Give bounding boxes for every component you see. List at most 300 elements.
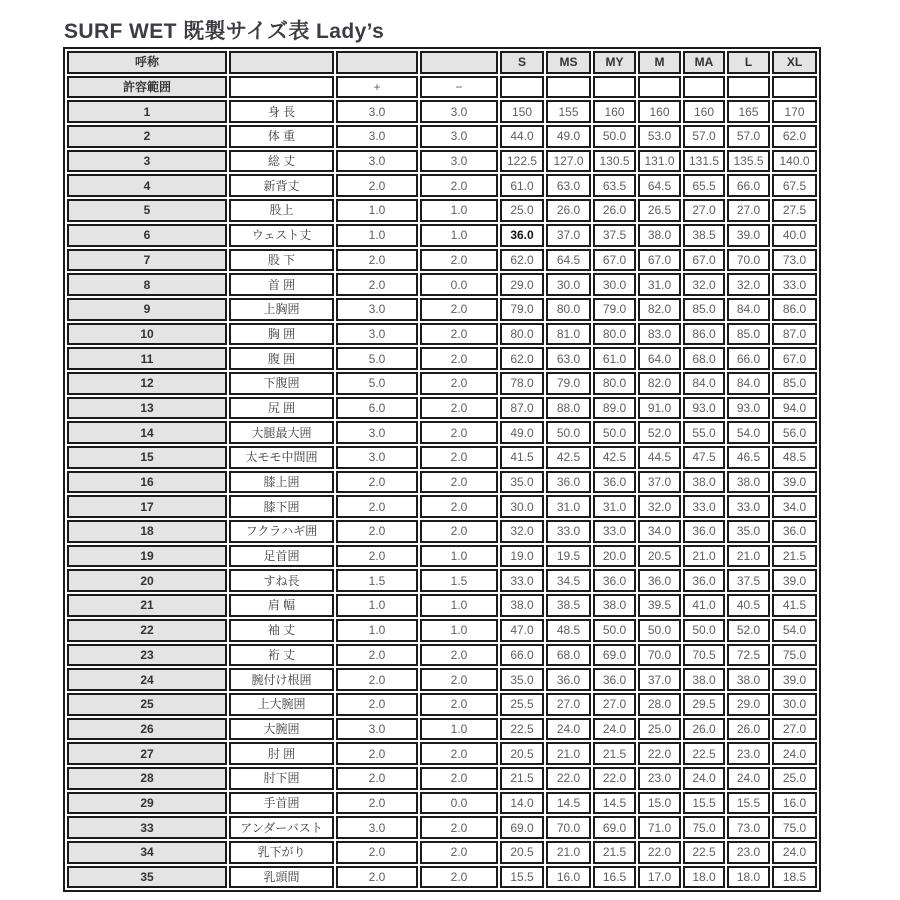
- minus-tolerance-cell: 2.0: [420, 520, 498, 543]
- size-value-cell: 15.0: [638, 792, 681, 815]
- minus-tolerance-cell: 1.0: [420, 199, 498, 222]
- size-value-cell: 35.0: [727, 520, 770, 543]
- row-number-cell: 25: [67, 693, 227, 716]
- minus-tolerance-cell: 2.0: [420, 742, 498, 765]
- measurement-name-cell: ウェスト丈: [229, 224, 334, 247]
- table-row: [67, 249, 817, 272]
- size-value-cell: 31.0: [546, 495, 591, 518]
- measurement-name-cell: 下腹囲: [229, 372, 334, 395]
- size-value-cell: 23.0: [727, 841, 770, 864]
- size-value-cell: 22.0: [638, 841, 681, 864]
- size-value-cell: 39.0: [772, 471, 817, 494]
- size-value-cell: 20.0: [593, 545, 636, 568]
- minus-tolerance-cell: 0.0: [420, 792, 498, 815]
- measurement-name-cell: 股 下: [229, 249, 334, 272]
- plus-tolerance-cell: 3.0: [336, 150, 418, 173]
- row-number-cell: 23: [67, 644, 227, 667]
- row-number-cell: 18: [67, 520, 227, 543]
- size-value-cell: 32.0: [683, 273, 725, 296]
- measurement-name-cell: 胸 囲: [229, 323, 334, 346]
- size-value-cell: 27.0: [546, 693, 591, 716]
- size-value-cell: 18.0: [683, 866, 725, 889]
- measurement-name-cell: 腹 囲: [229, 347, 334, 370]
- size-value-cell: 140.0: [772, 150, 817, 173]
- size-value-cell: 22.5: [683, 841, 725, 864]
- size-value-cell: 44.5: [638, 446, 681, 469]
- size-value-cell: 21.5: [593, 742, 636, 765]
- plus-tolerance-cell: 2.0: [336, 767, 418, 790]
- size-value-cell: 24.0: [727, 767, 770, 790]
- measurement-name-cell: 裄 丈: [229, 644, 334, 667]
- size-value-cell: 63.0: [546, 174, 591, 197]
- size-value-cell: 31.0: [638, 273, 681, 296]
- minus-tolerance-cell: 2.0: [420, 767, 498, 790]
- size-value-cell: 70.5: [683, 644, 725, 667]
- size-value-cell: 62.0: [500, 347, 544, 370]
- size-value-cell: 36.0: [593, 668, 636, 691]
- table-row: [67, 767, 817, 790]
- size-value-cell: 135.5: [727, 150, 770, 173]
- tolerance-row: [67, 76, 817, 99]
- size-value-cell: 27.0: [727, 199, 770, 222]
- size-value-cell: 70.0: [727, 249, 770, 272]
- size-value-cell: 15.5: [500, 866, 544, 889]
- size-value-cell: 16.5: [593, 866, 636, 889]
- size-value-cell: 38.0: [683, 668, 725, 691]
- size-value-cell: 35.0: [500, 471, 544, 494]
- size-column-header: S: [500, 51, 544, 74]
- plus-tolerance-cell: 2.0: [336, 792, 418, 815]
- row-number-cell: 10: [67, 323, 227, 346]
- size-column-header: XL: [772, 51, 817, 74]
- page-title: SURF WET 既製サイズ表 Lady’s: [64, 20, 385, 44]
- size-value-cell: 75.0: [683, 816, 725, 839]
- header-blank-cell: [420, 51, 498, 74]
- row-number-cell: 2: [67, 125, 227, 148]
- size-value-cell: 36.0: [683, 520, 725, 543]
- size-value-cell: 67.0: [593, 249, 636, 272]
- measurement-name-cell: 乳頭間: [229, 866, 334, 889]
- size-value-cell: 24.0: [546, 718, 591, 741]
- size-value-cell: 24.0: [593, 718, 636, 741]
- size-value-cell: 22.0: [638, 742, 681, 765]
- size-value-cell: 14.0: [500, 792, 544, 815]
- measurement-name-cell: 首 囲: [229, 273, 334, 296]
- plus-tolerance-cell: 2.0: [336, 174, 418, 197]
- size-value-cell: 22.5: [683, 742, 725, 765]
- row-number-cell: 35: [67, 866, 227, 889]
- size-value-cell: 34.0: [772, 495, 817, 518]
- size-value-cell: 85.0: [772, 372, 817, 395]
- size-value-cell: 75.0: [772, 644, 817, 667]
- size-value-cell: 20.5: [500, 742, 544, 765]
- row-number-cell: 6: [67, 224, 227, 247]
- size-value-cell: 80.0: [500, 323, 544, 346]
- size-value-cell: 29.0: [500, 273, 544, 296]
- size-value-cell: 37.5: [593, 224, 636, 247]
- size-value-cell: 54.0: [772, 619, 817, 642]
- size-value-cell: 66.0: [727, 347, 770, 370]
- measurement-name-cell: 肘 囲: [229, 742, 334, 765]
- plus-tolerance-cell: 1.0: [336, 619, 418, 642]
- size-value-cell: 72.5: [727, 644, 770, 667]
- plus-tolerance-cell: 5.0: [336, 347, 418, 370]
- size-value-cell: 79.0: [593, 298, 636, 321]
- size-value-cell: 42.5: [546, 446, 591, 469]
- size-value-cell: 37.0: [638, 471, 681, 494]
- table-header: [67, 51, 817, 98]
- row-number-cell: 15: [67, 446, 227, 469]
- measurement-name-cell: 太モモ中間囲: [229, 446, 334, 469]
- size-value-cell: 27.0: [772, 718, 817, 741]
- tolerance-size-blank-cell: [772, 76, 817, 99]
- tolerance-size-blank-cell: [593, 76, 636, 99]
- size-value-cell: 21.5: [772, 545, 817, 568]
- size-value-cell: 64.5: [546, 249, 591, 272]
- size-value-cell: 84.0: [683, 372, 725, 395]
- size-value-cell: 47.0: [500, 619, 544, 642]
- tolerance-plus-cell: +: [336, 76, 418, 99]
- table-row: [67, 174, 817, 197]
- size-value-cell: 33.0: [683, 495, 725, 518]
- size-value-cell: 24.0: [683, 767, 725, 790]
- size-value-cell: 21.5: [593, 841, 636, 864]
- size-value-cell: 73.0: [727, 816, 770, 839]
- size-value-cell: 160: [593, 100, 636, 123]
- plus-tolerance-cell: 3.0: [336, 323, 418, 346]
- table-row: [67, 619, 817, 642]
- size-value-cell: 150: [500, 100, 544, 123]
- size-value-cell: 170: [772, 100, 817, 123]
- row-number-cell: 28: [67, 767, 227, 790]
- table-row: [67, 792, 817, 815]
- size-value-cell: 23.0: [727, 742, 770, 765]
- size-value-cell: 57.0: [683, 125, 725, 148]
- row-number-cell: 20: [67, 569, 227, 592]
- measurement-name-cell: 新背丈: [229, 174, 334, 197]
- size-value-cell: 34.5: [546, 569, 591, 592]
- table-row: [67, 100, 817, 123]
- measurement-name-cell: 大腕囲: [229, 718, 334, 741]
- size-value-cell: 68.0: [683, 347, 725, 370]
- plus-tolerance-cell: 3.0: [336, 718, 418, 741]
- table-row: [67, 323, 817, 346]
- minus-tolerance-cell: 3.0: [420, 150, 498, 173]
- size-value-cell: 78.0: [500, 372, 544, 395]
- plus-tolerance-cell: 2.0: [336, 545, 418, 568]
- row-number-cell: 12: [67, 372, 227, 395]
- table-row: [67, 816, 817, 839]
- size-value-cell: 93.0: [727, 397, 770, 420]
- size-column-header: MS: [546, 51, 591, 74]
- measurement-name-cell: 上大腕囲: [229, 693, 334, 716]
- row-number-cell: 13: [67, 397, 227, 420]
- size-value-cell: 29.5: [683, 693, 725, 716]
- size-value-cell: 63.5: [593, 174, 636, 197]
- measurement-name-cell: 体 重: [229, 125, 334, 148]
- tolerance-minus-cell: −: [420, 76, 498, 99]
- size-value-cell: 19.5: [546, 545, 591, 568]
- size-value-cell: 26.5: [638, 199, 681, 222]
- size-value-cell: 36.0: [772, 520, 817, 543]
- size-value-cell: 57.0: [727, 125, 770, 148]
- minus-tolerance-cell: 2.0: [420, 397, 498, 420]
- size-value-cell: 24.0: [772, 841, 817, 864]
- size-value-cell: 36.0: [546, 471, 591, 494]
- table-row: [67, 298, 817, 321]
- size-value-cell: 17.0: [638, 866, 681, 889]
- size-value-cell: 68.0: [546, 644, 591, 667]
- row-number-cell: 1: [67, 100, 227, 123]
- row-number-cell: 19: [67, 545, 227, 568]
- size-value-cell: 85.0: [727, 323, 770, 346]
- minus-tolerance-cell: 2.0: [420, 693, 498, 716]
- size-value-cell: 86.0: [683, 323, 725, 346]
- row-number-cell: 26: [67, 718, 227, 741]
- minus-tolerance-cell: 1.0: [420, 594, 498, 617]
- minus-tolerance-cell: 2.0: [420, 174, 498, 197]
- size-value-cell: 62.0: [500, 249, 544, 272]
- size-value-cell: 25.0: [500, 199, 544, 222]
- tolerance-label-cell: 許容範囲: [67, 76, 227, 99]
- minus-tolerance-cell: 3.0: [420, 100, 498, 123]
- size-value-cell: 48.5: [772, 446, 817, 469]
- table-row: [67, 495, 817, 518]
- size-value-cell: 39.0: [727, 224, 770, 247]
- table-row: [67, 446, 817, 469]
- table-row: [67, 569, 817, 592]
- size-value-cell: 41.0: [683, 594, 725, 617]
- size-value-cell: 50.0: [593, 125, 636, 148]
- size-value-cell: 69.0: [593, 644, 636, 667]
- size-value-cell: 20.5: [638, 545, 681, 568]
- size-value-cell: 30.0: [593, 273, 636, 296]
- size-value-cell: 86.0: [772, 298, 817, 321]
- size-value-cell: 80.0: [546, 298, 591, 321]
- size-value-cell: 21.0: [683, 545, 725, 568]
- measurement-name-cell: すね長: [229, 569, 334, 592]
- size-value-cell: 28.0: [638, 693, 681, 716]
- size-value-cell: 50.0: [638, 619, 681, 642]
- plus-tolerance-cell: 3.0: [336, 816, 418, 839]
- size-value-cell: 49.0: [546, 125, 591, 148]
- table-body: [67, 100, 817, 888]
- plus-tolerance-cell: 2.0: [336, 249, 418, 272]
- size-value-cell: 40.5: [727, 594, 770, 617]
- measurement-name-cell: 肩 幅: [229, 594, 334, 617]
- size-value-cell: 42.5: [593, 446, 636, 469]
- row-number-cell: 16: [67, 471, 227, 494]
- measurement-name-cell: 膝下囲: [229, 495, 334, 518]
- corner-header-cell: 呼称: [67, 51, 227, 74]
- size-value-cell: 127.0: [546, 150, 591, 173]
- size-value-cell: 38.0: [638, 224, 681, 247]
- size-value-cell: 33.0: [593, 520, 636, 543]
- size-value-cell: 64.0: [638, 347, 681, 370]
- plus-tolerance-cell: 2.0: [336, 495, 418, 518]
- plus-tolerance-cell: 2.0: [336, 644, 418, 667]
- size-value-cell: 67.0: [683, 249, 725, 272]
- size-value-cell: 48.5: [546, 619, 591, 642]
- size-value-cell: 41.5: [772, 594, 817, 617]
- size-value-cell: 52.0: [638, 421, 681, 444]
- size-value-cell: 41.5: [500, 446, 544, 469]
- table-row: [67, 668, 817, 691]
- size-value-cell: 56.0: [772, 421, 817, 444]
- table-row: [67, 471, 817, 494]
- minus-tolerance-cell: 1.0: [420, 619, 498, 642]
- plus-tolerance-cell: 3.0: [336, 446, 418, 469]
- size-value-cell: 37.0: [638, 668, 681, 691]
- size-value-cell: 79.0: [500, 298, 544, 321]
- size-value-cell: 36.0: [593, 569, 636, 592]
- size-value-cell: 23.0: [638, 767, 681, 790]
- header-row: [67, 51, 817, 74]
- size-value-cell: 22.0: [546, 767, 591, 790]
- row-number-cell: 3: [67, 150, 227, 173]
- table-row: [67, 520, 817, 543]
- size-value-cell: 80.0: [593, 323, 636, 346]
- tolerance-size-blank-cell: [546, 76, 591, 99]
- size-value-cell: 16.0: [546, 866, 591, 889]
- size-value-cell: 80.0: [593, 372, 636, 395]
- size-value-cell: 38.0: [727, 668, 770, 691]
- size-value-cell: 15.5: [683, 792, 725, 815]
- size-value-cell: 37.5: [727, 569, 770, 592]
- size-value-cell: 160: [638, 100, 681, 123]
- minus-tolerance-cell: 2.0: [420, 866, 498, 889]
- table-row: [67, 644, 817, 667]
- size-column-header: MY: [593, 51, 636, 74]
- plus-tolerance-cell: 5.0: [336, 372, 418, 395]
- size-value-cell: 38.0: [727, 471, 770, 494]
- size-value-cell: 44.0: [500, 125, 544, 148]
- size-value-cell: 36.0: [683, 569, 725, 592]
- size-value-cell: 67.0: [638, 249, 681, 272]
- size-value-cell: 25.5: [500, 693, 544, 716]
- plus-tolerance-cell: 2.0: [336, 841, 418, 864]
- plus-tolerance-cell: 2.0: [336, 742, 418, 765]
- minus-tolerance-cell: 2.0: [420, 495, 498, 518]
- row-number-cell: 27: [67, 742, 227, 765]
- size-value-cell: 18.5: [772, 866, 817, 889]
- size-value-cell: 31.0: [593, 495, 636, 518]
- size-value-cell: 84.0: [727, 372, 770, 395]
- size-value-cell: 82.0: [638, 298, 681, 321]
- minus-tolerance-cell: 2.0: [420, 347, 498, 370]
- plus-tolerance-cell: 2.0: [336, 471, 418, 494]
- size-value-cell: 54.0: [727, 421, 770, 444]
- size-value-cell: 14.5: [546, 792, 591, 815]
- size-value-cell: 27.5: [772, 199, 817, 222]
- size-value-cell: 39.0: [772, 668, 817, 691]
- size-value-cell: 65.5: [683, 174, 725, 197]
- size-value-cell: 18.0: [727, 866, 770, 889]
- header-blank-cell: [336, 51, 418, 74]
- size-value-cell: 50.0: [593, 421, 636, 444]
- plus-tolerance-cell: 3.0: [336, 100, 418, 123]
- size-value-cell: 93.0: [683, 397, 725, 420]
- size-value-cell: 30.0: [546, 273, 591, 296]
- plus-tolerance-cell: 2.0: [336, 668, 418, 691]
- table-row: [67, 421, 817, 444]
- size-value-cell: 88.0: [546, 397, 591, 420]
- size-value-cell: 122.5: [500, 150, 544, 173]
- size-value-cell: 38.5: [546, 594, 591, 617]
- minus-tolerance-cell: 2.0: [420, 323, 498, 346]
- size-value-cell: 87.0: [772, 323, 817, 346]
- size-value-cell: 32.0: [727, 273, 770, 296]
- measurement-name-cell: 身 長: [229, 100, 334, 123]
- size-value-cell: 61.0: [593, 347, 636, 370]
- minus-tolerance-cell: 2.0: [420, 841, 498, 864]
- size-value-cell: 160: [683, 100, 725, 123]
- size-value-cell: 25.0: [772, 767, 817, 790]
- size-value-cell: 47.5: [683, 446, 725, 469]
- size-value-cell: 35.0: [500, 668, 544, 691]
- size-value-cell: 50.0: [683, 619, 725, 642]
- plus-tolerance-cell: 3.0: [336, 125, 418, 148]
- size-value-cell: 50.0: [546, 421, 591, 444]
- size-value-cell: 36.0: [593, 471, 636, 494]
- size-value-cell: 26.0: [593, 199, 636, 222]
- size-value-cell: 34.0: [638, 520, 681, 543]
- size-value-cell: 33.0: [727, 495, 770, 518]
- tolerance-size-blank-cell: [683, 76, 725, 99]
- size-value-cell: 83.0: [638, 323, 681, 346]
- size-value-cell: 85.0: [683, 298, 725, 321]
- size-value-cell: 81.0: [546, 323, 591, 346]
- table-row: [67, 693, 817, 716]
- size-value-cell: 131.0: [638, 150, 681, 173]
- table-row: [67, 594, 817, 617]
- size-value-cell: 71.0: [638, 816, 681, 839]
- size-value-cell: 16.0: [772, 792, 817, 815]
- size-value-cell: 67.5: [772, 174, 817, 197]
- size-value-cell: 32.0: [500, 520, 544, 543]
- row-number-cell: 22: [67, 619, 227, 642]
- minus-tolerance-cell: 2.0: [420, 249, 498, 272]
- size-value-cell: 27.0: [593, 693, 636, 716]
- measurement-name-cell: 股上: [229, 199, 334, 222]
- size-value-cell: 49.0: [500, 421, 544, 444]
- size-value-cell: 27.0: [683, 199, 725, 222]
- tolerance-blank-cell: [229, 76, 334, 99]
- minus-tolerance-cell: 2.0: [420, 446, 498, 469]
- size-table: [63, 47, 821, 892]
- size-value-cell: 70.0: [638, 644, 681, 667]
- tolerance-size-blank-cell: [638, 76, 681, 99]
- row-number-cell: 4: [67, 174, 227, 197]
- size-value-cell: 40.0: [772, 224, 817, 247]
- size-value-cell: 46.5: [727, 446, 770, 469]
- size-value-cell: 38.0: [683, 471, 725, 494]
- size-value-cell: 55.0: [683, 421, 725, 444]
- measurement-name-cell: 手首囲: [229, 792, 334, 815]
- size-column-header: M: [638, 51, 681, 74]
- size-value-cell: 82.0: [638, 372, 681, 395]
- table-row: [67, 866, 817, 889]
- measurement-name-cell: 膝上囲: [229, 471, 334, 494]
- measurement-name-cell: 足首囲: [229, 545, 334, 568]
- header-blank-cell: [229, 51, 334, 74]
- table-row: [67, 545, 817, 568]
- plus-tolerance-cell: 3.0: [336, 298, 418, 321]
- size-value-cell: 64.5: [638, 174, 681, 197]
- row-number-cell: 8: [67, 273, 227, 296]
- size-value-cell: 66.0: [500, 644, 544, 667]
- measurement-name-cell: 肘下囲: [229, 767, 334, 790]
